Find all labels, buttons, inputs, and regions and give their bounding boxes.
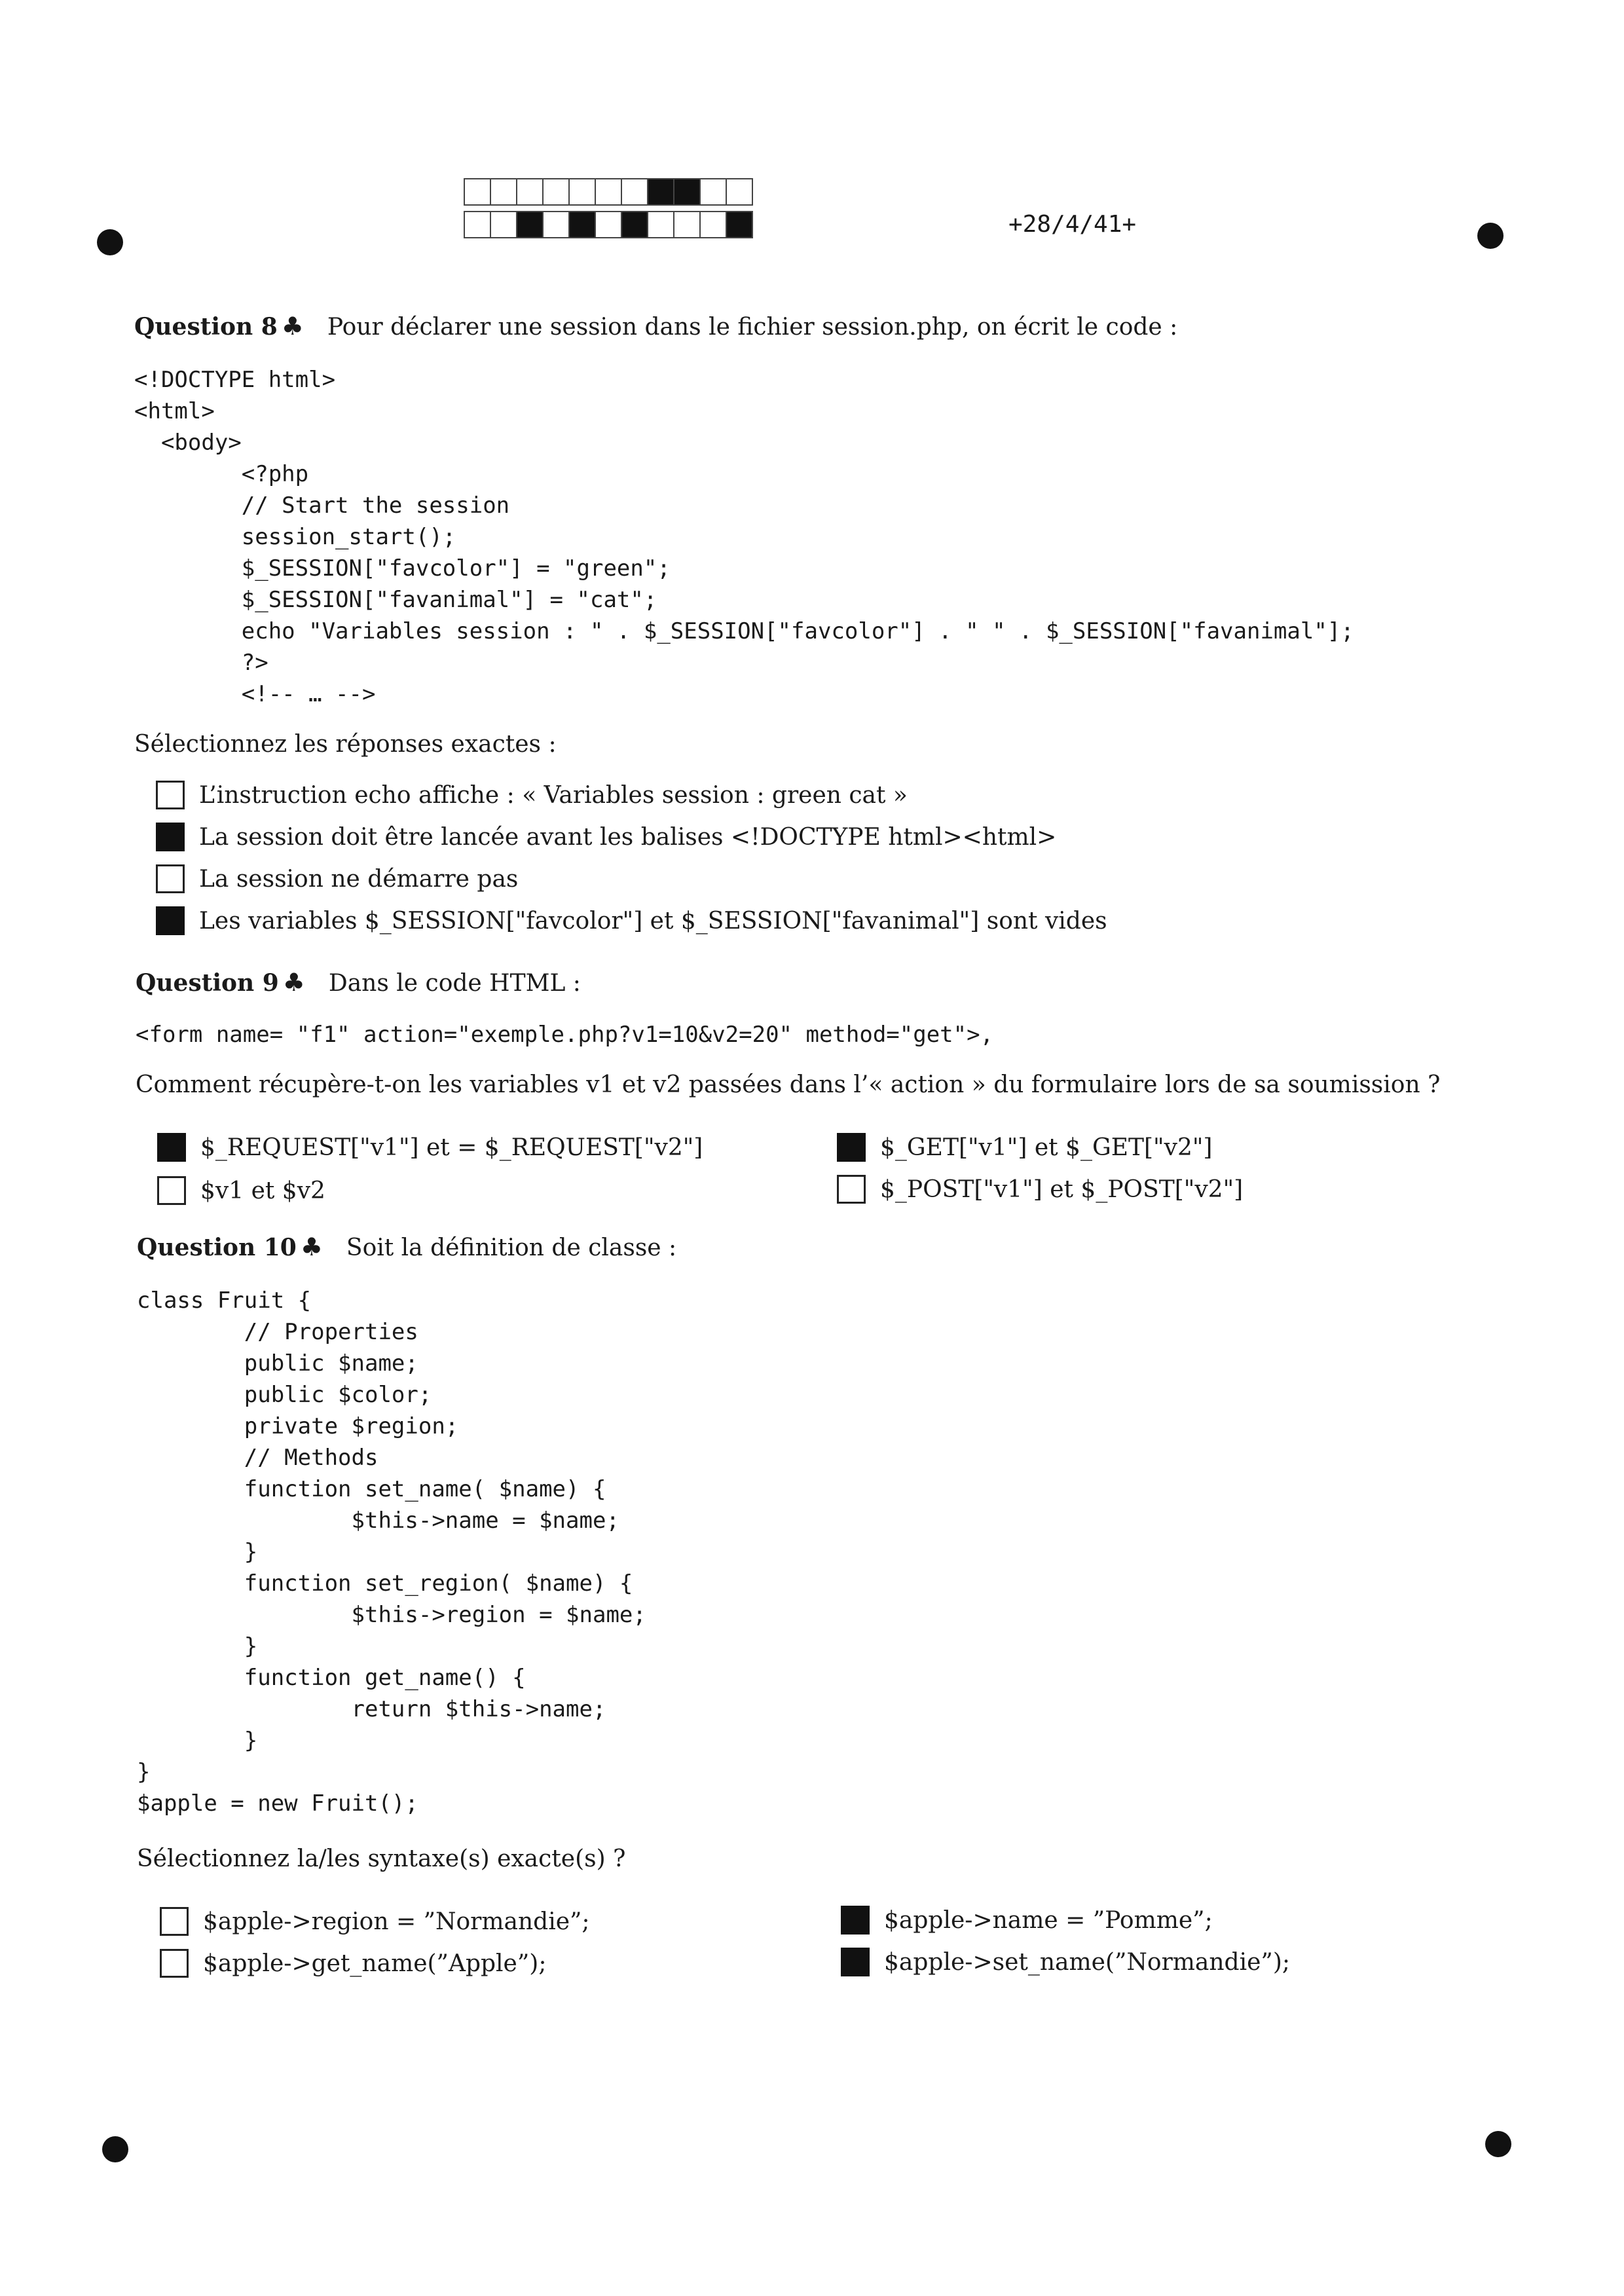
answer-checkbox[interactable] [156,781,185,809]
registration-mark-top-left [97,229,123,255]
answer-label: La session doit être lancée avant les balises <!DOCTYPE html><html> [199,823,1057,851]
question-9-prompt: Comment récupère-t-on les variables v1 et v2 passées dans l’« action » du formulaire lors de sa soumission ? [136,1071,1441,1098]
question-10-answer [160,1907,590,1936]
answer-label: L’instruction echo affiche : « Variables session : green cat » [199,781,908,809]
answer-label: Les variables $_SESSION["favcolor"] et $_SESSION["favanimal"] sont vides [199,907,1107,935]
question-10-answer [841,1948,1290,1976]
barcode-cell [568,178,596,206]
barcode-row [464,178,752,206]
barcode-cell [647,178,674,206]
question-9-answer [157,1176,325,1205]
barcode-cell [595,211,622,238]
barcode-cell [568,211,596,238]
answer-checkbox[interactable] [837,1175,866,1204]
question-8-answer [156,906,1107,935]
question-8-prompt: Sélectionnez les réponses exactes : [134,731,557,758]
answer-label: $v1 et $v2 [200,1177,325,1204]
answer-label: $apple->region = ”Normandie”; [203,1908,590,1935]
barcode-cell [699,211,727,238]
registration-mark-bottom-left [102,2136,128,2162]
answer-label: $apple->name = ”Pomme”; [884,1906,1213,1934]
answer-checkbox[interactable] [837,1133,866,1162]
club-icon: ♣ [300,1232,323,1261]
answer-label: $apple->get_name(”Apple”); [203,1950,547,1977]
question-10-answer [841,1906,1213,1935]
question-10-prompt: Sélectionnez la/les syntaxe(s) exacte(s) ? [137,1845,626,1872]
answer-checkbox[interactable] [156,823,185,851]
question-8-answer [156,864,518,893]
question-8-heading [134,312,1177,341]
question-label: Question 10 [137,1234,297,1261]
club-icon: ♣ [281,312,304,341]
barcode-cell [595,178,622,206]
barcode-cell [542,178,570,206]
question-9-heading [136,968,581,997]
answer-label: $_REQUEST["v1"] et = $_REQUEST["v2"] [200,1134,703,1161]
registration-mark-top-right [1477,223,1504,249]
question-8-answer [156,781,908,809]
answer-label: La session ne démarre pas [199,865,519,893]
club-icon: ♣ [282,968,305,997]
answer-checkbox[interactable] [160,1907,189,1936]
barcode-cell [542,211,570,238]
question-text: Dans le code HTML : [328,970,581,997]
answer-checkbox[interactable] [157,1176,186,1205]
answer-label: $_GET["v1"] et $_GET["v2"] [880,1134,1213,1161]
barcode-cell [464,211,491,238]
answer-label: $_POST["v1"] et $_POST["v2"] [880,1176,1244,1203]
barcode-cell [490,178,517,206]
answer-checkbox[interactable] [156,906,185,935]
question-10-answer [160,1949,546,1978]
sheet-code: +28/4/41+ [1008,211,1137,238]
barcode-cell [726,178,753,206]
barcode-cell [490,211,517,238]
barcode-row [464,211,752,238]
barcode-cell [647,211,674,238]
barcode-cell [621,178,648,206]
question-label: Question 9 [136,969,279,997]
answer-checkbox[interactable] [841,1948,870,1976]
question-9-code: <form name= "f1" action="exemple.php?v1=10&v2=20" method="get">, [136,1022,994,1048]
question-10-heading [137,1232,676,1261]
barcode-cell [516,211,544,238]
answer-checkbox[interactable] [160,1949,189,1978]
registration-mark-bottom-right [1485,2131,1511,2157]
barcode-cell [464,178,491,206]
barcode-cell [516,178,544,206]
question-9-answer [837,1175,1243,1204]
answer-label: $apple->set_name(”Normandie”); [884,1948,1290,1976]
barcode-cell [621,211,648,238]
question-text: Pour déclarer une session dans le fichier session.php, on écrit le code : [327,314,1178,341]
question-9-answer [837,1133,1212,1162]
question-10-code: class Fruit { // Properties public $name; public $color; private $region; // Methods function set_name( $name) { $this->name = $name; } function set_region( $name) { $this->region = $name; } function get_name() { return $this->name; } } $apple = new Fruit(); [137,1287,646,1817]
question-8-answer [156,823,1056,851]
answer-checkbox[interactable] [156,864,185,893]
question-8-code: <!DOCTYPE html> <html> <body> <?php // Start the session session_start(); $_SESSION["favcolor"] = "green"; $_SESSION["favanimal"] = "cat"; echo "Variables session : " . $_SESSION["favcolor"] . " " . $_SESSION["favanimal"]; ?> <!-- … --> [134,367,1354,707]
question-label: Question 8 [134,313,278,341]
barcode-cell [699,178,727,206]
answer-checkbox[interactable] [841,1906,870,1935]
barcode-cell [726,211,753,238]
barcode-cell [673,178,701,206]
question-text: Soit la définition de classe : [346,1234,677,1261]
barcode-cell [673,211,701,238]
question-9-answer [157,1133,703,1162]
answer-checkbox[interactable] [157,1133,186,1162]
